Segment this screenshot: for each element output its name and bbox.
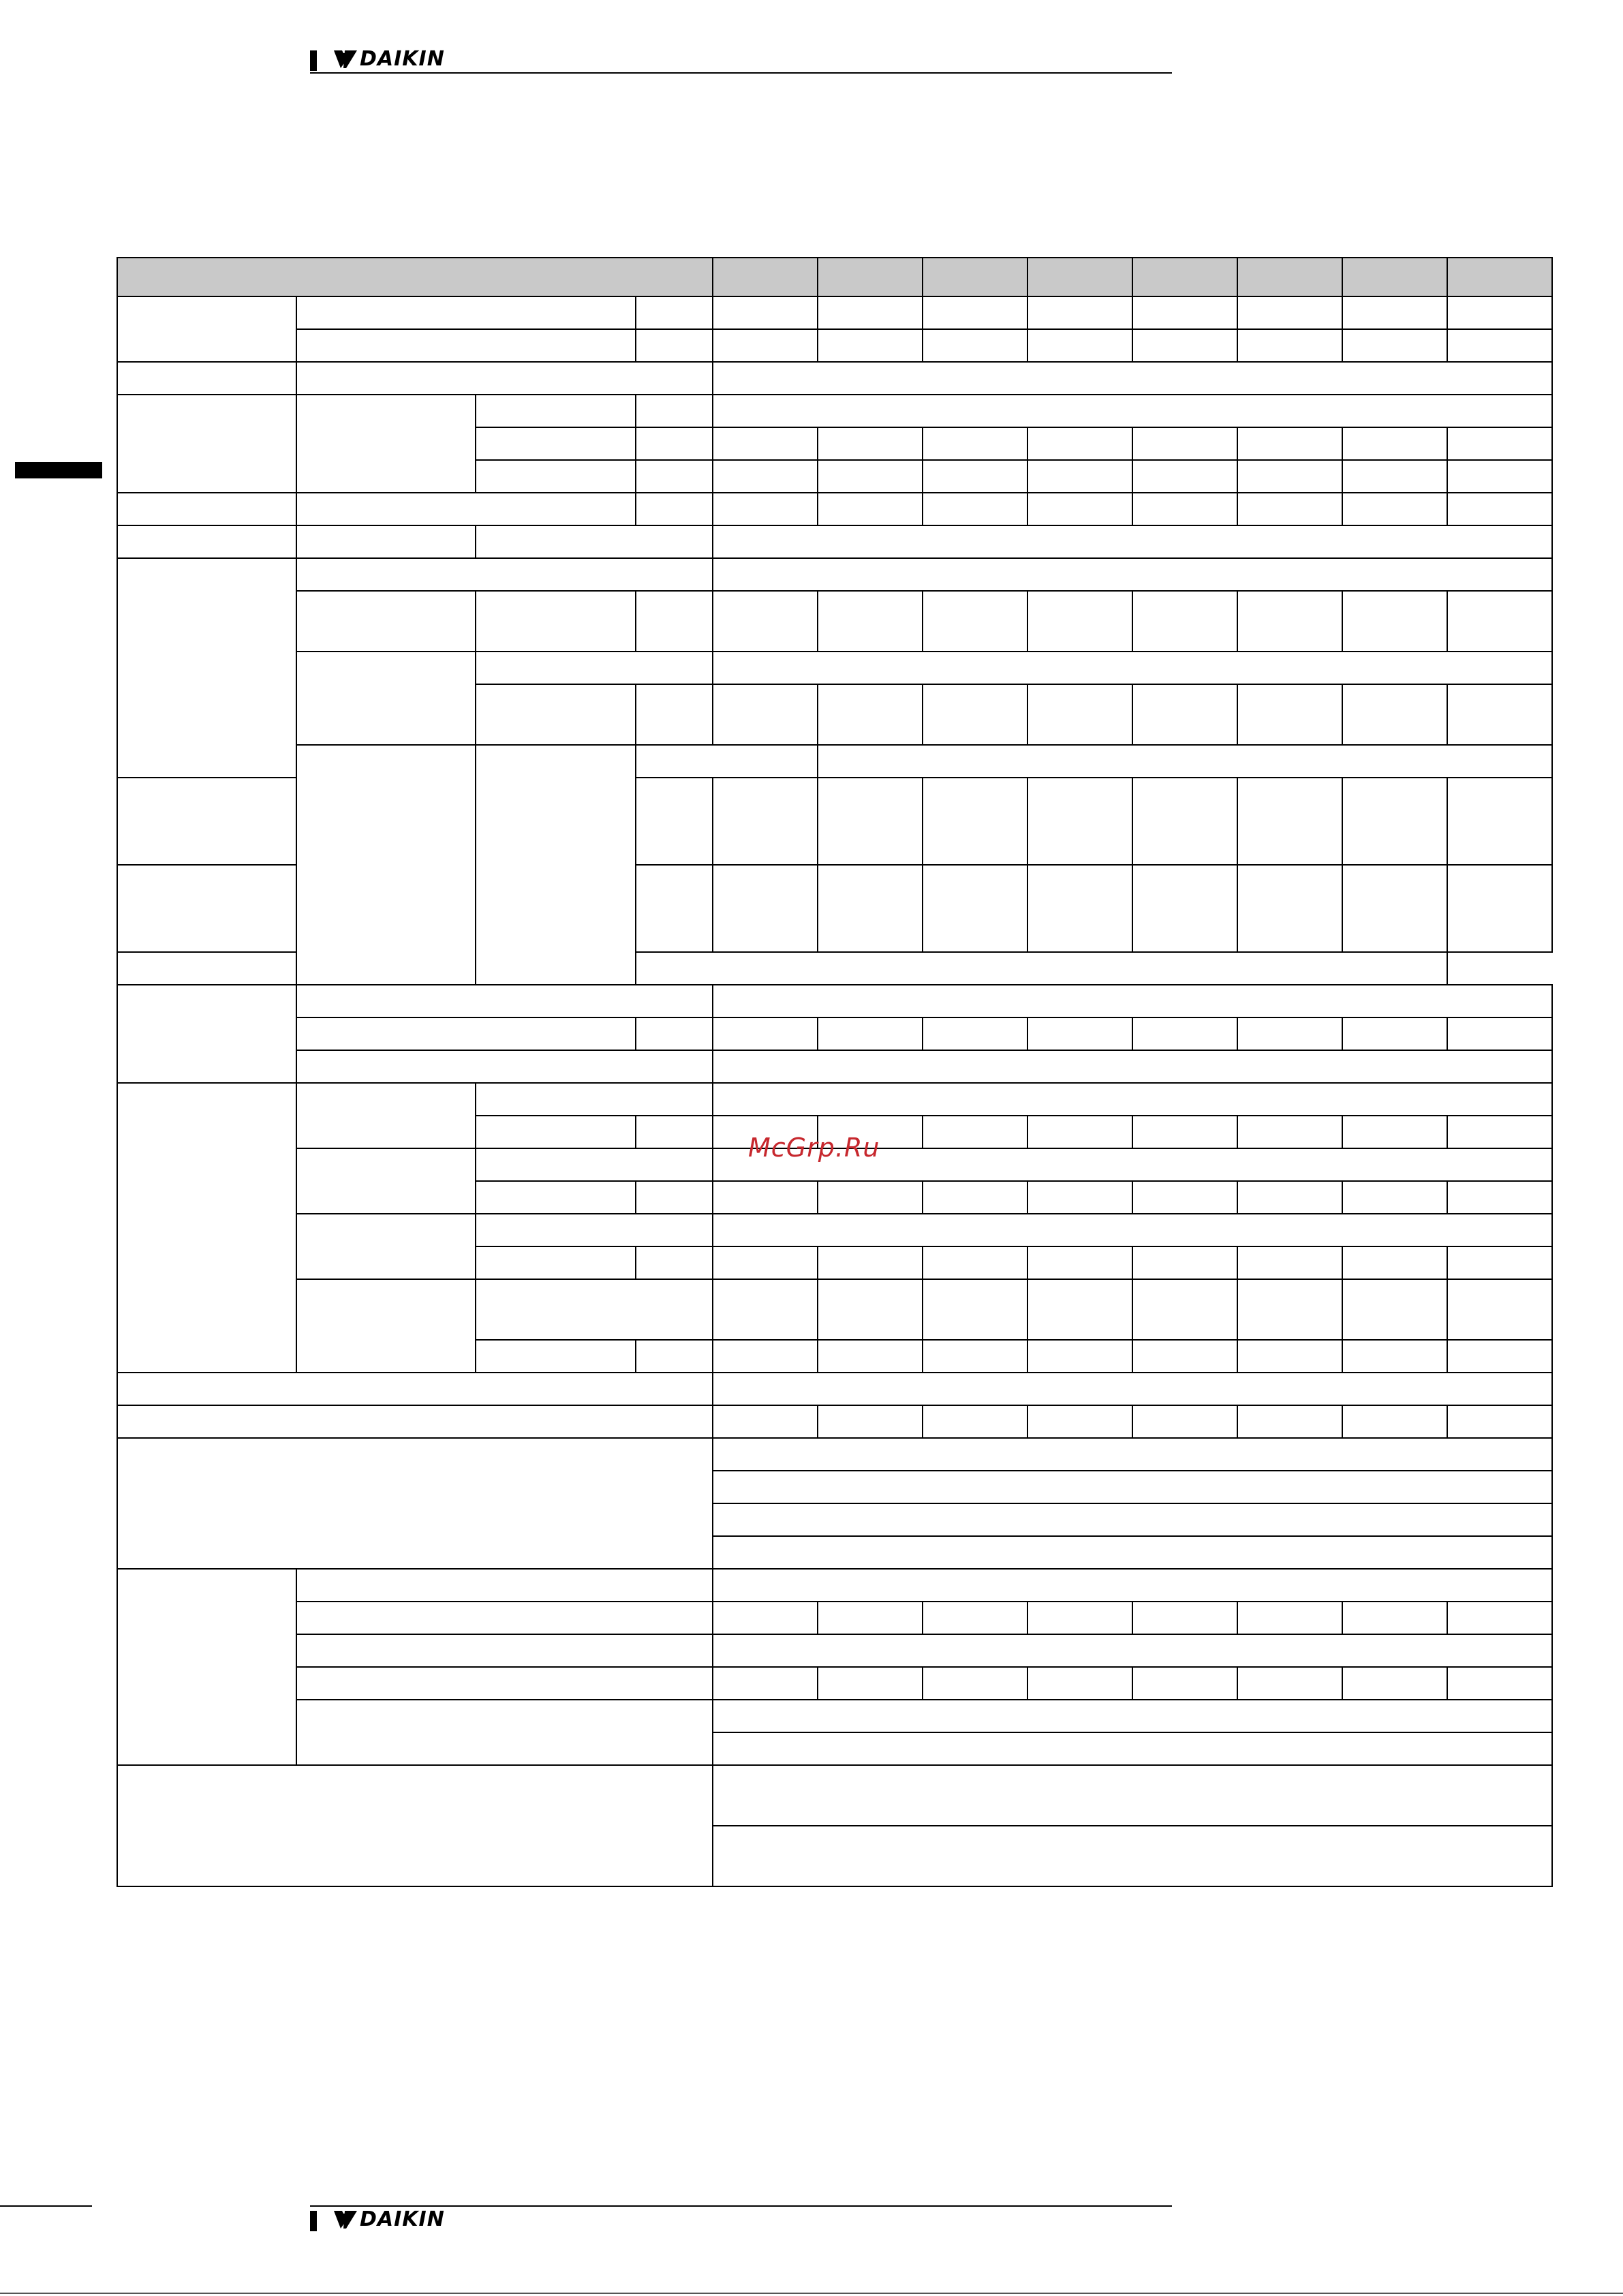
value-cell <box>1342 427 1447 460</box>
value-cell <box>1027 1340 1132 1373</box>
value-cell <box>923 460 1027 493</box>
value-cell <box>923 493 1027 525</box>
table-row <box>117 493 1552 525</box>
page-bottom-edge <box>0 2293 1623 2294</box>
label-cell <box>296 1569 713 1602</box>
value-cell <box>1237 778 1342 865</box>
unit-cell <box>636 778 713 865</box>
value-cell <box>1237 1181 1342 1214</box>
value-cell <box>1447 1667 1552 1700</box>
value-cell <box>1237 684 1342 745</box>
value-cell-merged <box>713 1438 1552 1471</box>
group-cell <box>117 493 296 525</box>
header-model-cell <box>1237 258 1342 296</box>
table-row <box>117 395 1552 427</box>
value-cell <box>1027 1667 1132 1700</box>
table-row <box>117 1050 1552 1083</box>
table-row <box>117 985 1552 1017</box>
label-cell <box>296 329 636 362</box>
value-cell-merged <box>713 525 1552 558</box>
group-cell <box>117 1569 296 1765</box>
value-cell <box>1027 460 1132 493</box>
label-cell <box>476 1340 636 1373</box>
table-row <box>117 362 1552 395</box>
value-cell <box>1342 1405 1447 1438</box>
value-cell <box>1132 493 1237 525</box>
value-cell <box>1237 865 1342 952</box>
value-cell <box>713 1667 818 1700</box>
value-cell <box>1237 1340 1342 1373</box>
value-cell-merged <box>713 1634 1552 1667</box>
table-row <box>117 1634 1552 1667</box>
value-cell-merged <box>713 1732 1552 1765</box>
unit-cell <box>636 1246 713 1279</box>
value-cell <box>1132 1246 1237 1279</box>
value-cell <box>1447 329 1552 362</box>
specification-table <box>117 257 1553 1887</box>
brand-name: DAIKIN <box>360 46 445 71</box>
value-cell <box>1132 1602 1237 1634</box>
table-row <box>117 1602 1552 1634</box>
unit-cell <box>636 329 713 362</box>
value-cell <box>1237 296 1342 329</box>
value-cell <box>1027 778 1132 865</box>
label-cell <box>476 1279 713 1340</box>
label-cell <box>476 460 636 493</box>
value-cell <box>923 591 1027 652</box>
table-row <box>117 1405 1552 1438</box>
table-row <box>117 1700 1552 1732</box>
value-cell-merged <box>713 395 1552 427</box>
value-cell <box>1447 427 1552 460</box>
value-cell <box>1342 865 1447 952</box>
value-cell <box>1237 460 1342 493</box>
value-cell <box>1342 778 1447 865</box>
unit-cell <box>636 591 713 652</box>
value-cell <box>923 1340 1027 1373</box>
value-cell <box>923 296 1027 329</box>
section-tab-marker <box>15 462 102 478</box>
value-cell <box>818 1181 923 1214</box>
label-cell <box>296 1700 713 1765</box>
spec-table-container <box>117 257 1553 1887</box>
value-cell <box>1342 1181 1447 1214</box>
value-cell <box>1132 684 1237 745</box>
label-cell <box>117 1405 713 1438</box>
value-cell <box>1447 1181 1552 1214</box>
value-cell <box>923 1181 1027 1214</box>
table-row <box>117 1214 1552 1246</box>
label-cell <box>296 362 713 395</box>
value-cell-merged <box>713 1536 1552 1569</box>
header-model-cell <box>923 258 1027 296</box>
label-cell <box>476 1116 636 1148</box>
value-cell-merged <box>713 1700 1552 1732</box>
value-cell <box>1027 1116 1132 1148</box>
value-cell <box>1237 493 1342 525</box>
page-header <box>0 38 1623 79</box>
value-cell <box>1132 1017 1237 1050</box>
value-cell-merged <box>636 952 1447 985</box>
value-cell <box>713 329 818 362</box>
value-cell <box>1237 329 1342 362</box>
value-cell <box>713 1279 818 1340</box>
value-cell-merged <box>713 1050 1552 1083</box>
table-row <box>117 1373 1552 1405</box>
value-cell <box>1132 591 1237 652</box>
label-cell <box>296 1017 636 1050</box>
group-cell <box>117 558 296 778</box>
value-cell <box>818 1340 923 1373</box>
value-cell <box>1132 296 1237 329</box>
value-cell <box>1447 1116 1552 1148</box>
value-cell <box>1237 1667 1342 1700</box>
label-cell <box>476 1148 713 1181</box>
table-row <box>117 329 1552 362</box>
subgroup-cell <box>476 745 636 985</box>
value-cell <box>1027 427 1132 460</box>
value-cell <box>1132 1405 1237 1438</box>
value-cell-merged <box>713 1083 1552 1116</box>
value-cell <box>1132 1116 1237 1148</box>
label-cell <box>296 558 713 591</box>
value-cell <box>923 1246 1027 1279</box>
value-cell <box>923 1017 1027 1050</box>
table-row <box>117 525 1552 558</box>
value-cell <box>1132 329 1237 362</box>
value-cell <box>1342 296 1447 329</box>
value-cell <box>1447 1602 1552 1634</box>
value-cell <box>1237 1246 1342 1279</box>
value-cell <box>713 493 818 525</box>
value-cell <box>1132 1279 1237 1340</box>
header-label-cell <box>117 258 713 296</box>
value-cell <box>1447 460 1552 493</box>
table-row <box>117 952 1552 985</box>
subgroup-cell <box>296 1148 476 1214</box>
unit-cell <box>636 865 713 952</box>
value-cell <box>1342 1246 1447 1279</box>
value-cell <box>818 684 923 745</box>
group-cell <box>117 985 296 1083</box>
value-cell <box>1027 1246 1132 1279</box>
value-cell-merged <box>713 652 1552 684</box>
value-cell <box>1132 460 1237 493</box>
footer-brand <box>333 2207 445 2231</box>
label-cell <box>476 652 713 684</box>
value-cell <box>818 778 923 865</box>
page-footer <box>0 2205 1623 2246</box>
unit-cell <box>636 493 713 525</box>
value-cell <box>923 865 1027 952</box>
value-cell <box>818 865 923 952</box>
value-cell <box>1447 1279 1552 1340</box>
value-cell <box>1342 684 1447 745</box>
value-cell <box>1447 865 1552 952</box>
value-cell <box>1342 1017 1447 1050</box>
header-model-cell <box>818 258 923 296</box>
value-cell <box>1132 1667 1237 1700</box>
table-row <box>117 652 1552 684</box>
value-cell <box>923 684 1027 745</box>
unit-cell <box>636 684 713 745</box>
label-cell <box>476 525 713 558</box>
header-model-cell <box>1027 258 1132 296</box>
header-model-cell <box>1447 258 1552 296</box>
group-cell <box>117 525 296 558</box>
label-cell <box>117 1765 713 1886</box>
label-cell <box>296 493 636 525</box>
value-cell-merged <box>713 1826 1552 1886</box>
unit-cell <box>636 395 713 427</box>
value-cell <box>1027 329 1132 362</box>
value-cell <box>1447 1405 1552 1438</box>
subgroup-cell <box>296 1214 476 1279</box>
label-cell <box>296 1634 713 1667</box>
label-cell <box>296 1602 713 1634</box>
header-brand <box>333 46 445 71</box>
value-cell <box>818 427 923 460</box>
label-cell <box>296 296 636 329</box>
value-cell <box>713 865 818 952</box>
value-cell <box>1132 1181 1237 1214</box>
label-cell <box>476 1083 713 1116</box>
value-cell <box>1447 1017 1552 1050</box>
value-cell <box>1447 684 1552 745</box>
value-cell <box>1237 1017 1342 1050</box>
table-row <box>117 591 1552 652</box>
value-cell <box>818 296 923 329</box>
table-row <box>117 1765 1552 1826</box>
value-cell-merged <box>713 1765 1552 1826</box>
value-cell <box>818 1017 923 1050</box>
value-cell-merged <box>818 745 1552 778</box>
table-row <box>117 1017 1552 1050</box>
label-cell <box>117 952 476 985</box>
label-cell <box>476 427 636 460</box>
value-cell <box>713 296 818 329</box>
unit-cell <box>636 1181 713 1214</box>
value-cell <box>1342 1667 1447 1700</box>
value-cell <box>1027 1602 1132 1634</box>
value-cell <box>1237 1279 1342 1340</box>
value-cell <box>1342 1340 1447 1373</box>
value-cell <box>1027 1279 1132 1340</box>
label-cell <box>296 1050 713 1083</box>
unit-cell <box>636 1017 713 1050</box>
value-cell <box>1027 493 1132 525</box>
value-cell <box>1342 1116 1447 1148</box>
value-cell <box>713 1017 818 1050</box>
value-cell <box>1132 427 1237 460</box>
value-cell-merged <box>713 1569 1552 1602</box>
value-cell <box>713 778 818 865</box>
value-cell <box>713 1340 818 1373</box>
value-cell <box>818 1405 923 1438</box>
group-cell <box>117 395 296 493</box>
label-cell <box>476 395 636 427</box>
value-cell <box>1132 865 1237 952</box>
group-cell <box>117 1083 296 1373</box>
table-row <box>117 1279 1552 1340</box>
daikin-logo-icon <box>333 46 358 71</box>
label-cell <box>476 591 636 652</box>
value-cell <box>923 1279 1027 1340</box>
table-row <box>117 1083 1552 1116</box>
group-cell <box>296 745 476 985</box>
unit-cell <box>636 1116 713 1148</box>
value-cell-merged <box>713 985 1552 1017</box>
value-cell <box>1027 1405 1132 1438</box>
value-cell <box>818 1279 923 1340</box>
subgroup-cell <box>296 1083 476 1148</box>
value-cell <box>713 591 818 652</box>
subgroup-cell <box>296 652 476 745</box>
subgroup-cell <box>296 1279 476 1373</box>
header-model-cell <box>713 258 818 296</box>
value-cell <box>713 1181 818 1214</box>
header-brand-bar <box>310 50 317 71</box>
label-cell <box>117 1438 713 1569</box>
value-cell <box>1237 591 1342 652</box>
label-cell <box>117 1373 713 1405</box>
value-cell <box>1027 296 1132 329</box>
value-cell <box>1447 778 1552 865</box>
value-cell <box>1237 1602 1342 1634</box>
brand-name: DAIKIN <box>360 2207 445 2231</box>
value-cell <box>1447 493 1552 525</box>
label-cell <box>117 778 296 865</box>
value-cell <box>713 427 818 460</box>
value-cell <box>818 1246 923 1279</box>
value-cell <box>713 1405 818 1438</box>
value-cell <box>1342 591 1447 652</box>
value-cell <box>818 460 923 493</box>
value-cell <box>923 427 1027 460</box>
value-cell-merged <box>713 362 1552 395</box>
table-row <box>117 1569 1552 1602</box>
value-cell <box>1237 1116 1342 1148</box>
group-cell <box>117 296 296 362</box>
label-cell <box>296 525 476 558</box>
value-cell <box>1447 591 1552 652</box>
value-cell <box>923 1405 1027 1438</box>
value-cell <box>1342 1602 1447 1634</box>
unit-cell <box>636 296 713 329</box>
value-cell <box>1132 778 1237 865</box>
label-cell <box>476 684 636 745</box>
label-cell <box>476 1214 713 1246</box>
value-cell <box>1027 865 1132 952</box>
footer-brand-bar <box>310 2211 317 2231</box>
label-cell <box>476 1181 636 1214</box>
value-cell-merged <box>713 1373 1552 1405</box>
value-cell <box>1342 1279 1447 1340</box>
value-cell <box>923 329 1027 362</box>
value-cell <box>818 493 923 525</box>
header-model-cell <box>1342 258 1447 296</box>
value-cell <box>1342 493 1447 525</box>
value-cell <box>1027 1017 1132 1050</box>
value-cell <box>713 1602 818 1634</box>
value-cell <box>1237 1405 1342 1438</box>
header-rule <box>310 72 1172 74</box>
table-header-row <box>117 258 1552 296</box>
value-cell <box>1237 427 1342 460</box>
value-cell <box>713 1246 818 1279</box>
value-cell <box>923 778 1027 865</box>
value-cell <box>713 684 818 745</box>
value-cell-merged <box>713 1214 1552 1246</box>
subgroup-cell <box>296 591 476 652</box>
table-row <box>117 558 1552 591</box>
unit-cell <box>636 427 713 460</box>
value-cell <box>1447 1340 1552 1373</box>
label-cell <box>296 985 713 1017</box>
subgroup-cell <box>296 395 476 493</box>
header-model-cell <box>1132 258 1237 296</box>
value-cell <box>818 591 923 652</box>
value-cell <box>1027 684 1132 745</box>
value-cell <box>818 1667 923 1700</box>
value-cell <box>923 1602 1027 1634</box>
value-cell-merged <box>713 1503 1552 1536</box>
label-cell <box>636 745 818 778</box>
label-cell <box>296 1667 713 1700</box>
daikin-logo-icon <box>333 2207 358 2231</box>
label-cell <box>476 1246 636 1279</box>
footer-left-rule <box>0 2205 92 2207</box>
value-cell <box>1447 296 1552 329</box>
table-row <box>117 296 1552 329</box>
value-cell <box>1342 329 1447 362</box>
value-cell <box>818 1602 923 1634</box>
unit-cell <box>636 460 713 493</box>
value-cell <box>1342 460 1447 493</box>
label-cell <box>117 865 296 952</box>
value-cell <box>923 1116 1027 1148</box>
table-row <box>117 1667 1552 1700</box>
value-cell <box>923 1667 1027 1700</box>
unit-cell <box>636 1340 713 1373</box>
value-cell <box>1027 1181 1132 1214</box>
value-cell-merged <box>713 558 1552 591</box>
value-cell <box>818 329 923 362</box>
value-cell-merged <box>713 1471 1552 1503</box>
value-cell <box>713 460 818 493</box>
table-row <box>117 1438 1552 1471</box>
value-cell <box>1027 591 1132 652</box>
table-row <box>117 745 1552 778</box>
group-cell <box>117 362 296 395</box>
value-cell <box>1132 1340 1237 1373</box>
watermark-text: McGrp.Ru <box>748 1133 880 1163</box>
value-cell <box>1447 1246 1552 1279</box>
